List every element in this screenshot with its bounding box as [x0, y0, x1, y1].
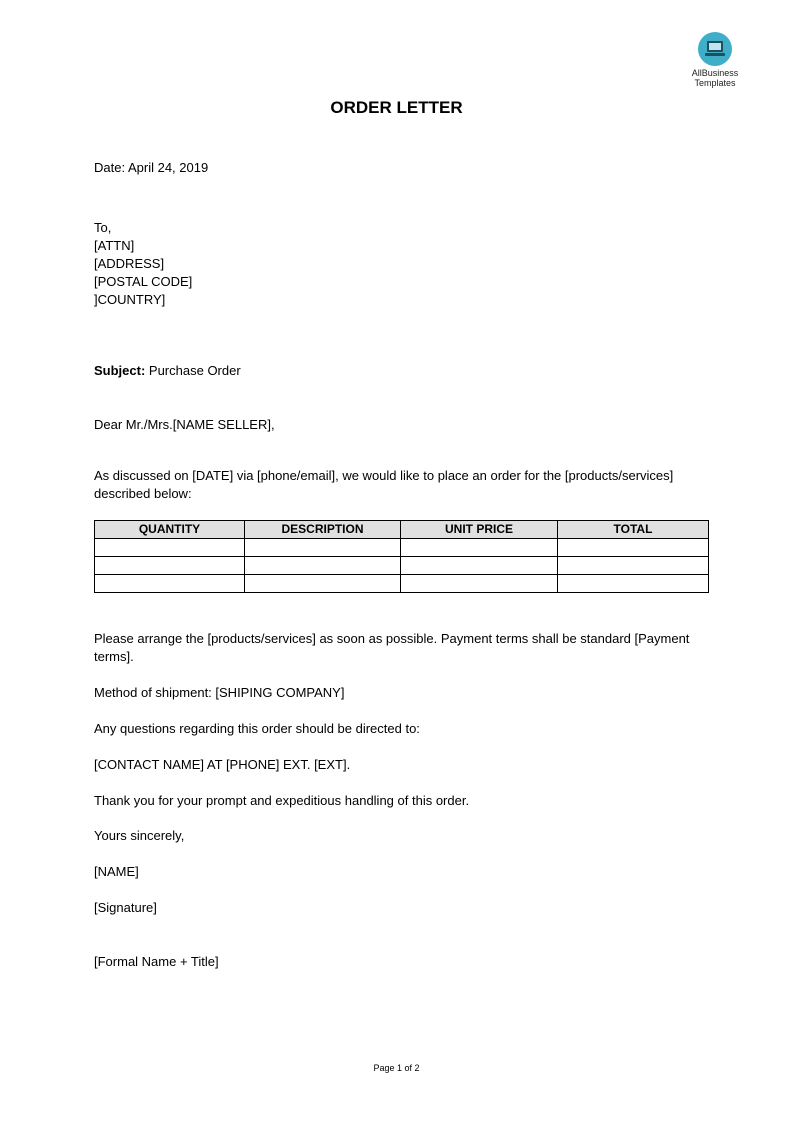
questions-line: Any questions regarding this order should be directed to:	[94, 721, 420, 736]
address-line: To,	[94, 220, 112, 235]
table-cell	[245, 557, 401, 575]
table-cell	[95, 539, 245, 557]
document-title: ORDER LETTER	[330, 98, 463, 117]
table-row	[95, 575, 709, 593]
formal-name-title: [Formal Name + Title]	[94, 954, 219, 969]
laptop-icon	[698, 32, 732, 66]
table-cell	[558, 539, 709, 557]
table-cell	[401, 539, 558, 557]
subject-line	[94, 362, 241, 380]
table-cell	[401, 557, 558, 575]
sender-name: [NAME]	[94, 864, 139, 879]
contact-line: [CONTACT NAME] AT [PHONE] EXT. [EXT].	[94, 757, 351, 772]
address-line: [ADDRESS]	[94, 256, 165, 271]
address-line: [ATTN]	[94, 238, 135, 253]
address-line: [POSTAL CODE]	[94, 274, 193, 289]
header-quantity: QUANTITY	[95, 521, 245, 539]
table-cell	[245, 539, 401, 557]
table-cell	[95, 575, 245, 593]
header-description: DESCRIPTION	[245, 521, 401, 539]
table-cell	[558, 575, 709, 593]
subject-value: Purchase Order	[145, 363, 241, 378]
address-line: ]COUNTRY]	[94, 292, 166, 307]
arrange-paragraph: Please arrange the [products/services] as soon as possible. Payment terms shall be standard [Payment terms].	[94, 631, 690, 664]
table-row	[95, 557, 709, 575]
page-number: Page 1 of 2	[373, 1063, 420, 1073]
logo-text-line1: AllBusiness	[691, 68, 739, 78]
order-table	[94, 520, 709, 593]
header-unit-price: UNIT PRICE	[401, 521, 558, 539]
closing: Yours sincerely,	[94, 828, 185, 843]
letter-date: Date: April 24, 2019	[94, 160, 209, 175]
intro-paragraph: As discussed on [DATE] via [phone/email], we would like to place an order for the [products/services] described below:	[94, 468, 674, 501]
table-header-row	[95, 521, 709, 539]
logo-text-line2: Templates	[694, 78, 736, 88]
table-cell	[558, 557, 709, 575]
greeting: Dear Mr./Mrs.[NAME SELLER],	[94, 417, 275, 432]
header-total: TOTAL	[558, 521, 709, 539]
table-cell	[95, 557, 245, 575]
table-row	[95, 539, 709, 557]
thanks-line: Thank you for your prompt and expeditious handling of this order.	[94, 793, 470, 808]
signature: [Signature]	[94, 900, 157, 915]
company-logo	[684, 32, 746, 88]
recipient-address	[94, 219, 192, 309]
table-cell	[245, 575, 401, 593]
shipment-method: Method of shipment: [SHIPING COMPANY]	[94, 685, 345, 700]
subject-label: Subject:	[94, 363, 146, 378]
table-cell	[401, 575, 558, 593]
